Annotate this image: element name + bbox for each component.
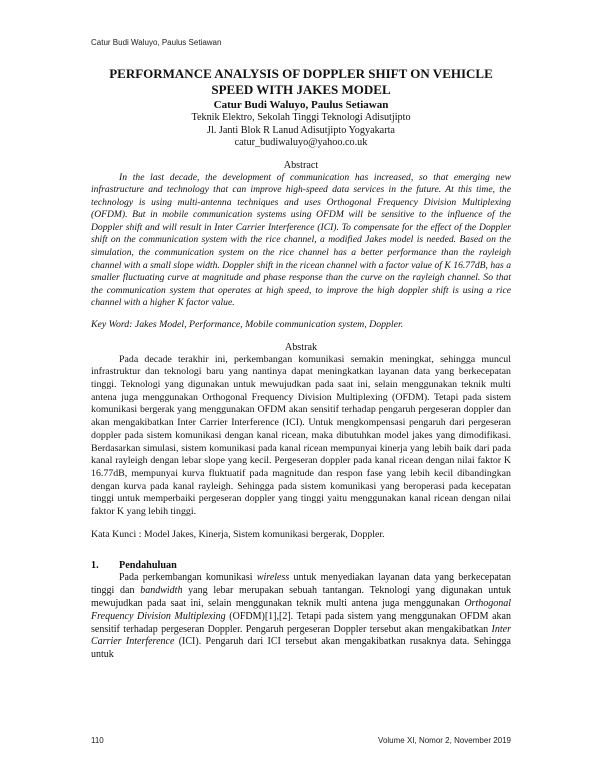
intro-term-bandwidth: bandwidth bbox=[140, 585, 183, 597]
section-title: Pendahuluan bbox=[119, 560, 177, 572]
authors: Catur Budi Waluyo, Paulus Setiawan bbox=[213, 99, 389, 111]
intro-text: yang lebar merupakan sebuah tantangan. Teknologi yang digunakan untuk mewujudkan pada saat ini, selain menggunakan teknik multi antena juga menggunakan bbox=[91, 585, 511, 610]
affiliation-line-2: Jl. Janti Blok R Lanud Adisutjipto Yogyakarta bbox=[207, 124, 395, 136]
page-number: 110 bbox=[91, 736, 104, 745]
kata-kunci: Kata Kunci : Model Jakes, Kinerja, Sistem komunikasi bergerak, Doppler. bbox=[91, 528, 385, 540]
journal-volume: Volume XI, Nomor 2, November 2019 bbox=[378, 736, 511, 745]
abstract-text: In the last decade, the development of communication has increased, so that emerging new infrastructure and technology that can improve high-speed data services in the future. At this time, the technology is using multi-antenna techniques and uses Orthogonal Frequency Division Multiplexing (OFDM). But in mobile communication systems using OFDM will be sensitive to the influence of the Doppler shift and will result in Inter Carrier Interference (ICI). To compensate for the effect of the Doppler shift on the communication system with the rice channel, a modified Jakes model is needed. Based on the simulation, the communication system on the rice channel has a better performance than the rayleigh channel with a small slope width. Doppler shift in the ricean channel with a factor value of K 16.77dB, has a smaller fluctuating curve at magnitude and phase response than the curve on the rayleigh channel. So that the communication system that operates at high speed, to improve the high doppler shift is using a rice channel with a higher K factor value. bbox=[91, 171, 511, 309]
abstrak-text: Pada decade terakhir ini, perkembangan komunikasi semakin meningkat, sehingga muncul infrastruktur dan teknologi baru yang nantinya dapat meningkatkan layanan data yang berkecepatan tinggi. Teknologi yang digunakan untuk mewujudkan pada saat ini, selain menggunakan teknik multi antena juga menggunakan Orthogonal Frequency Division Multiplexing (OFDM). Tetapi pada sistem komunikasi bergerak yang menggunakan OFDM akan sensitif terhadap pengaruh pergeseran doppler dan akan mengakibatkan Inter Carrier Interference (ICI). Untuk mengkompensasi pengaruh dari pergeseran doppler pada sistem komunikasi dengan kanal ricean, maka dibutuhkan model jakes yang dimodifikasi. Berdasarkan simulasi, sistem komunikasi pada kanal ricean mempunyai kinerja yang lebih baik dari pada kanal rayleigh dengan lebar slope yang kecil. Pergeseran doppler pada kanal ricean dengan nilai faktor K 16.77dB, mempunyai kurva fluktuatif pada magnitude dan respon fase yang lebih kecil dibandingkan dengan kurva pada kanal rayleigh. Sehingga pada sistem komunikasi yang beroperasi pada kecepatan tinggi untuk memperbaiki pergeseran doppler yang tinggi yaitu menggunakan kanal ricean dengan nilai faktor K yang lebih tinggi. bbox=[91, 353, 511, 518]
abstrak-heading: Abstrak bbox=[284, 341, 318, 353]
title-line-2: SPEED WITH JAKES MODEL bbox=[211, 82, 391, 97]
intro-text: Pada perkembangan komunikasi bbox=[119, 572, 257, 584]
intro-term-ofdm: Orthogonal Frequency Division Multiplexing bbox=[91, 598, 511, 622]
paper-content bbox=[91, 66, 511, 662]
affiliation-line-1: Teknik Elektro, Sekolah Tinggi Teknologi Adisutjipto bbox=[191, 112, 411, 123]
intro-paragraph bbox=[91, 572, 511, 662]
abstract-heading: Abstract bbox=[283, 159, 319, 171]
paper-title bbox=[91, 66, 511, 98]
section-number: 1. bbox=[91, 560, 99, 572]
intro-term-wireless: wireless bbox=[256, 572, 290, 584]
title-line-1: PERFORMANCE ANALYSIS OF DOPPLER SHIFT ON VEHICLE bbox=[109, 66, 493, 81]
running-header: Catur Budi Waluyo, Paulus Setiawan bbox=[91, 38, 222, 47]
intro-text: (ICI). Pengaruh dari ICI tersebut akan mengakibatkan rusaknya data. Sehingga untuk bbox=[91, 636, 511, 661]
intro-text: untuk menyediakan layanan data yang berkecepatan tinggi dan bbox=[91, 572, 512, 597]
intro-term-ici: Inter Carrier Interference bbox=[91, 623, 511, 648]
keywords: Key Word: Jakes Model, Performance, Mobile communication system, Doppler. bbox=[91, 319, 404, 331]
section-heading bbox=[91, 559, 511, 572]
intro-text: (OFDM)[1],[2]. Tetapi pada sistem yang menggunakan OFDM akan sensitif terhadap pergeseran Doppler. Pengaruh pergeseran Doppler tersebut akan mengakibatkan bbox=[91, 610, 511, 635]
email: catur_budiwaluyo@yahoo.co.uk bbox=[234, 137, 368, 148]
